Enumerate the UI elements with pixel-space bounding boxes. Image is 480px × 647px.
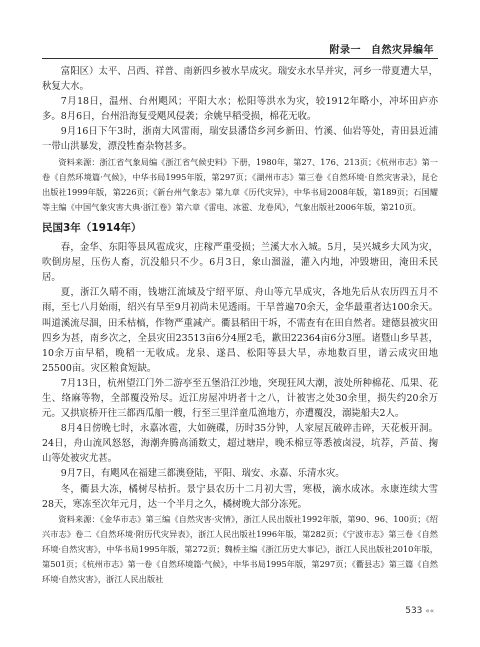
body-paragraph: 冬，衢县大冻，橘树尽枯折。景宁县农历十二月初大雪，寒极，滴水成冰。永康连续大雪28天，寒冻至次年元月，达一个半月之久，橘树晚大部分冻死。: [42, 483, 438, 510]
body-paragraph: 夏，浙江久晴不雨，钱塘江流域及宁绍平原、舟山等亢旱成灾，各地先后从农历四五月不雨，至七八月始雨，绍兴有旱至9月初尚未见透雨。干旱普遍70余天，金华最重者达100余天。叫道溪流尽涸，田禾枯槁，作物严重减产。衢县稻田干坼，不需查有在田自然者。建德县被灾田四乡为甚，南乡次之，全县灾田23513亩6分4厘2毛，歉田22364亩6分3厘。诸暨山乡旱甚，10余万亩早稻，晚稻一无收成。龙泉、遂昌、松阳等县大旱，赤地数百里，谱云成灾田地25500亩。灾区粮食短缺。: [42, 287, 438, 374]
body-paragraph: 富阳区）太平、吕西、祥普、南新四乡被水旱成灾。瑞安永水旱并灾，河乡一带夏遭大旱，秋复大水。: [42, 66, 438, 93]
page-number: [405, 606, 434, 616]
body-paragraph: 9月16日下午3时，浙南大风雷雨，瑞安县潘岱乡河乡新田、竹溪、仙岩等处，青田县近浦一带山洪暴发，漂没牲畜杂物甚多。: [42, 126, 438, 153]
running-header: [330, 41, 435, 56]
header-title: 自然灾异编年: [371, 45, 434, 56]
body-paragraph: 7月13日，杭州望江门外二游亭至五堡沿江沙地，突现狂风大潮，波处所种棉花、瓜果、花生、络麻等物，全部覆没殆尽。近江房屋冲坍者十之八，计被害之处30余里，损失约20余万元。又拱宸桥开往三都西瓜船一艘，行至三里洋童瓜渔地方，亦遭覆没，溺毙船夫2人。: [42, 377, 438, 420]
body-paragraph: 春，金华、东阳等县风雹成灾，庄稼严重受损；兰溪大水入城。5月，吴兴城乡大风为灾，吹倒房屋，压伤人畜，沉没船只不少。6月3日，象山溜溢，灌入内地，冲毁塘田，淹田禾民居。: [42, 242, 438, 284]
header-section-label: 附录一: [329, 45, 361, 56]
source-note: 资料来源：浙江省气象局编《浙江省气候史料》下册，1980年，第27、176、213页；《杭州市志》第一卷《自然环境篇·气候》，中华书局1995年版，第297页；《湖州市志》第三卷《自然环境·自然灾害录》，昆仑出版社1999年版，第226页；《新台州气象志》第九章《历代灾异》，中华书局2008年版，第189页；石国耀等主编《中国气象灾害大典·浙江卷》第六章《雷电、冰雹、龙卷风》，气象出版社2006年版，第210页。: [42, 156, 438, 212]
body-paragraph: 8月4日傍晚七时，永嘉冰雹，大如碗碟，历时35分钟，人家屋瓦破碎击碎，天花板开洞。24日，舟山流风怒怒，海潮奔腾高涌数丈，超过塘岸，晚禾棉豆等悉被卤浸，坑荐，芦苗、掬山等处被灾尤甚。: [42, 423, 438, 465]
body-paragraph: 7月18日，温州、台州飓风；平阳大水；松阳等洪水为灾，较1912年略小，冲坏田庐亦多。8月6日，台州沿海复受飓风侵袭；余姚早稻受损，棉花无收。: [42, 96, 438, 123]
header-rule: [42, 58, 438, 59]
page-mark: ««: [425, 607, 434, 615]
source-note: 资料来源：《金华市志》第三编《自然灾害·灾情》，浙江人民出版社1992年版，第90、96、100页；《绍兴市志》卷二《自然环境·附历代灾异表》，浙江人民出版社1996年版，第282页；《宁波市志》第三卷《自然环境·自然灾害》，中华书局1995年版，第272页；魏桥主编《浙江历史大事记》，浙江人民出版社2010年版，第501页；《杭州市志》第一卷《自然环境篇·气候》，中华书局1995年版，第297页；《衢县志》第三篇《自然环境·自然灾害》，浙江人民出版社: [42, 513, 438, 585]
body-paragraph: 9月7日，有飓风在福建三都澳登陆，平阳、瑞安、永嘉、乐清水灾。: [60, 468, 345, 480]
section-heading: 民国3年（1914年）: [42, 221, 142, 234]
page-number-value: 533: [405, 606, 423, 616]
page-body: [42, 64, 438, 587]
